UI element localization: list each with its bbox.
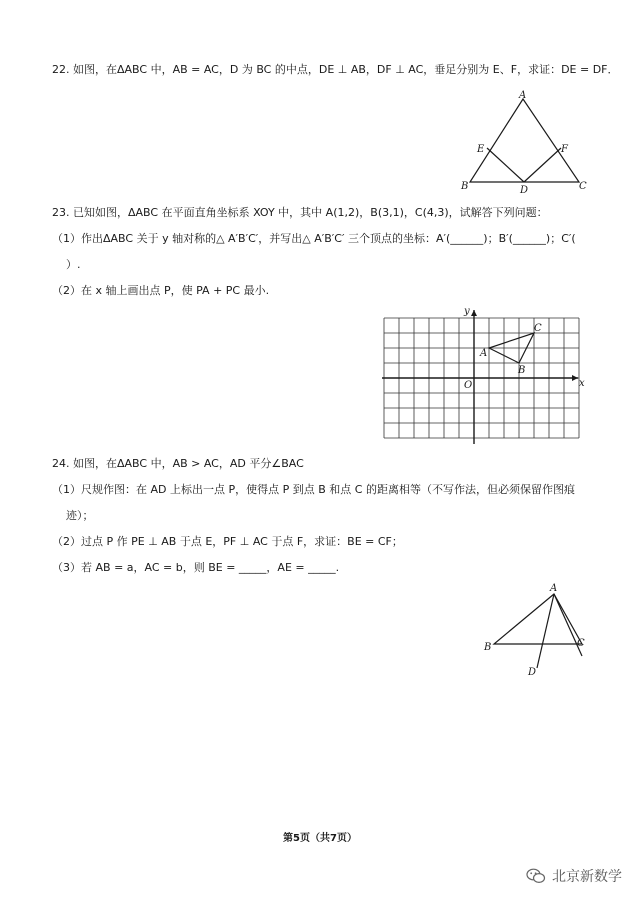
q24-part1-text: （1）尺规作图：在 AD 上标出一点 P，使得点 P 到点 B 和点 C 的距离相等（不写作法，但必须保留作图痕 <box>52 483 575 496</box>
q22-label-f: F <box>561 144 568 155</box>
y-axis-arrow <box>471 310 477 316</box>
q22-label-e: E <box>477 144 485 155</box>
q23-label-a: A <box>480 348 488 359</box>
q22-label-d: D <box>520 185 529 196</box>
q22-label-c: C <box>579 181 587 192</box>
q24-label-b: B <box>484 642 492 653</box>
q22-figure <box>455 88 595 196</box>
q23-text: 23. 已知如图，ΔABC 在平面直角坐标系 XOY 中，其中 A(1,2)，B(3,1)，C(4,3)，试解答下列问题： <box>52 206 548 219</box>
page-number: 第5页（共7页） <box>283 833 357 844</box>
q24-label-a: A <box>550 583 558 594</box>
q23-label-x: x <box>579 378 585 389</box>
x-axis-arrow <box>572 375 578 381</box>
q23-part1-end: ）. <box>66 258 81 271</box>
q22-text: 22. 如图，在ΔABC 中，AB = AC，D 为 BC 的中点，DE ⊥ AB，DF ⊥ AC，垂足分别为 E、F，求证：DE = DF． <box>52 63 619 76</box>
q24-part2-text: （2）过点 P 作 PE ⊥ AB 于点 E，PF ⊥ AC 于点 F，求证：BE = CF； <box>52 535 403 548</box>
q24-figure <box>478 580 590 680</box>
watermark-text: 北京新数学 <box>552 869 622 885</box>
q23-part2-text: （2）在 x 轴上画出点 P，使 PA + PC 最小. <box>52 284 270 297</box>
q22-label-a: A <box>519 90 527 101</box>
q24-part1-end: 迹）； <box>66 509 94 522</box>
watermark <box>526 866 622 886</box>
q24-text: 24. 如图，在ΔABC 中，AB > AC，AD 平分∠BAC <box>52 457 304 470</box>
q23-label-y: y <box>464 306 470 317</box>
q23-grid-figure <box>378 302 590 448</box>
wechat-icon <box>526 868 546 884</box>
q23-label-o: O <box>464 380 473 391</box>
q24-label-c: C <box>577 638 585 649</box>
q22-label-b: B <box>461 181 469 192</box>
q23-part1-text: （1）作出ΔABC 关于 y 轴对称的△ A′B′C′，并写出△ A′B′C′ 三个顶点的坐标：A′(______)；B′(______)；C′( <box>52 232 576 245</box>
q24-label-d: D <box>528 667 537 678</box>
q24-part3-text: （3）若 AB = a，AC = b，则 BE = _____，AE = _____. <box>52 561 340 574</box>
q23-label-c: C <box>534 323 542 334</box>
q23-label-b: B <box>518 365 526 376</box>
